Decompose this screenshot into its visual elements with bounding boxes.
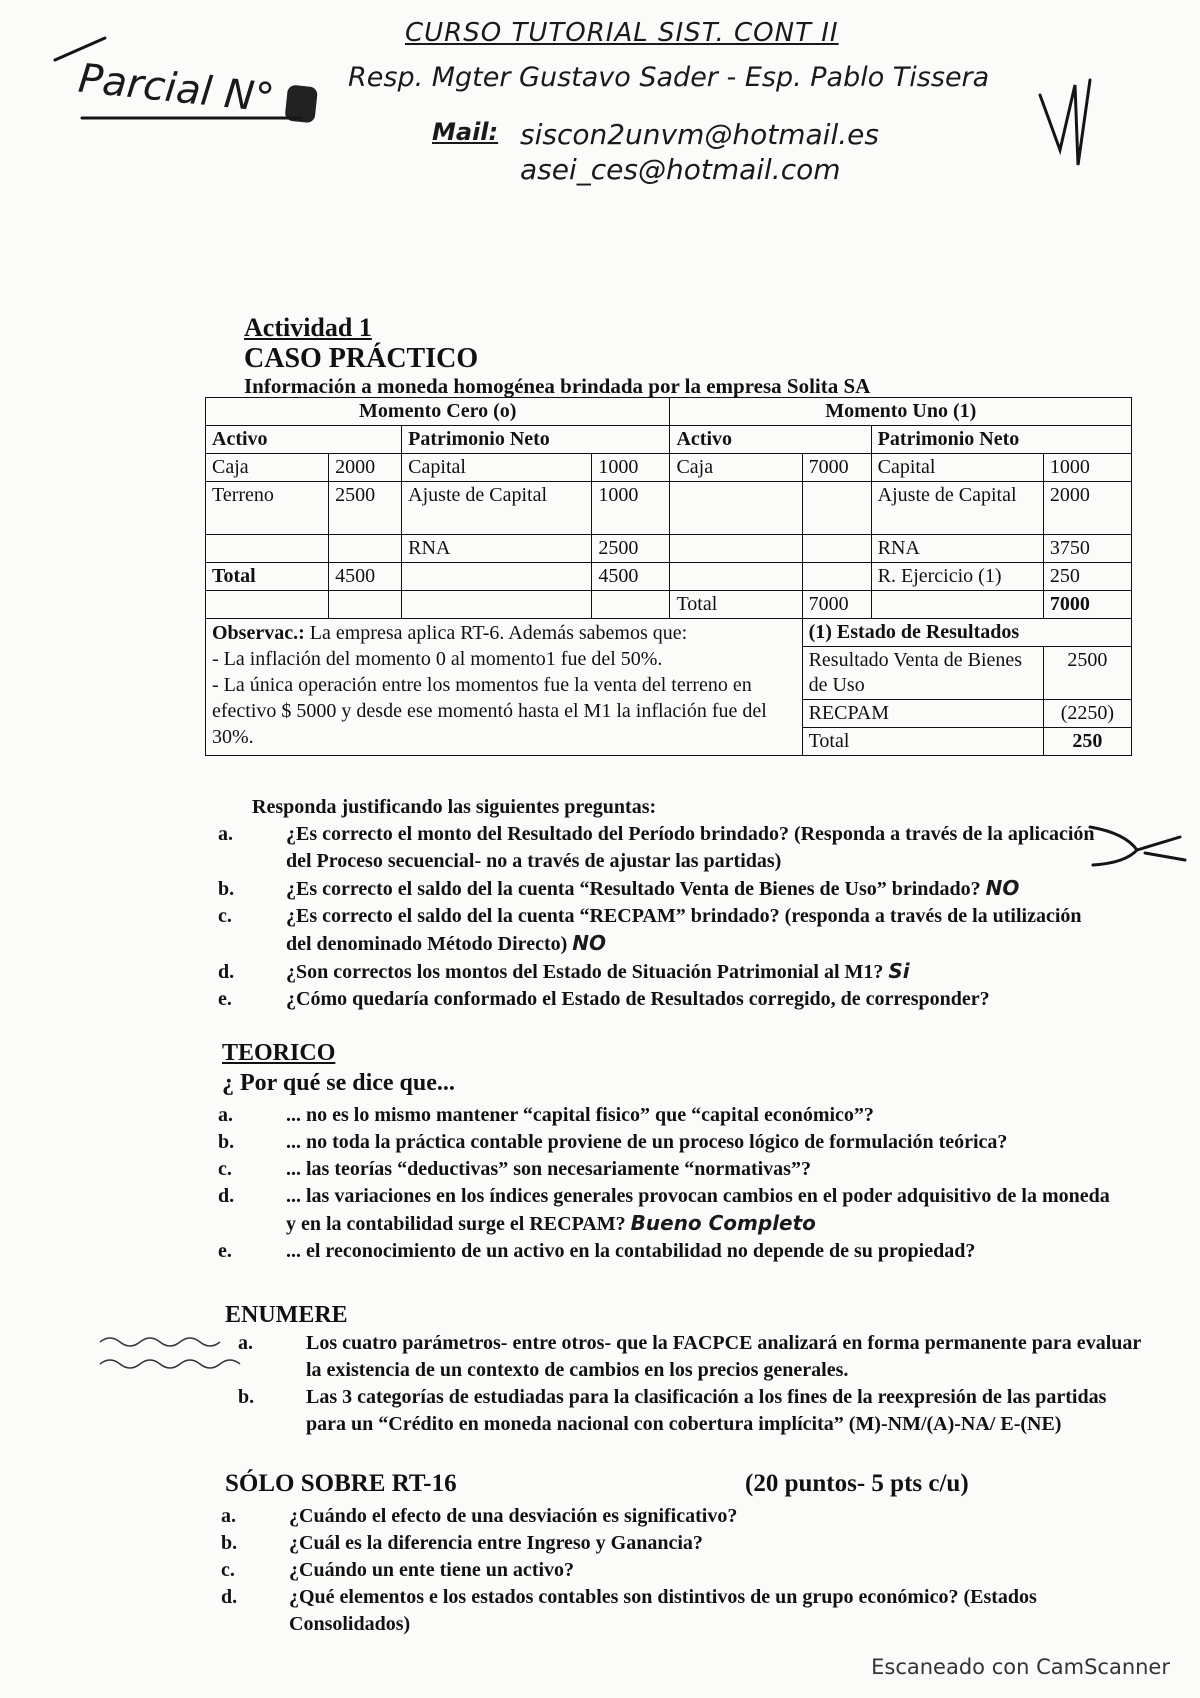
m1-rna-value: 3750	[1043, 535, 1131, 563]
m1-rej-value: 250	[1043, 563, 1131, 591]
teorico-title: TEORICO	[222, 1040, 336, 1066]
er-recpam: RECPAM	[802, 700, 1043, 728]
teachers-line: Resp. Mgter Gustavo Sader - Esp. Pablo Tissera	[348, 62, 990, 93]
observ-text: La empresa aplica RT-6. Además sabemos que:	[309, 622, 688, 644]
m1-caja: Caja	[670, 454, 802, 482]
question-b: b. ¿Es correcto el saldo del la cuenta “Resultado Venta de Bienes de Uso” brindado? NO	[218, 876, 1020, 900]
activity-intro: Información a moneda homogénea brindada por la empresa Solita SA	[244, 374, 871, 398]
teorico-block	[218, 1102, 1122, 1265]
m0-rna: RNA	[402, 535, 592, 563]
m0-total: Total	[206, 563, 329, 591]
rt16-a: a. ¿Cuándo el efecto de una desviación es significativo?	[221, 1505, 738, 1527]
rt16-block	[221, 1503, 1125, 1638]
mail-1: siscon2unvm@hotmail.es	[520, 118, 879, 151]
activity-title: Actividad 1	[244, 313, 372, 342]
pen-marks	[0, 0, 1200, 220]
observ-1: - La inflación del momento 0 al momento1 fue del 50%.	[212, 648, 663, 670]
er-total: Total	[802, 728, 1043, 756]
rt16-title: SÓLO SOBRE RT-16	[225, 1470, 457, 1497]
question-d: d. ¿Son correctos los montos del Estado de Situación Patrimonial al M1? Si	[218, 959, 910, 983]
m0-rna-value: 2500	[592, 535, 670, 563]
enumere-block	[238, 1330, 1147, 1438]
er-venta: Resultado Venta de Bienes de Uso	[802, 647, 1043, 700]
m1-capital: Capital	[871, 454, 1043, 482]
rt16-d: d. ¿Qué elementos e los estados contables son distintivos de un grupo económico? (Estados Consolidados)	[221, 1586, 1037, 1635]
m1-rna: RNA	[871, 535, 1043, 563]
balance-table	[205, 397, 1132, 756]
m0-capital: Capital	[402, 454, 592, 482]
er-recpam-value: (2250)	[1043, 700, 1131, 728]
m0-activo-header: Activo	[206, 426, 402, 454]
m1-capital-value: 1000	[1043, 454, 1131, 482]
er-header: (1) Estado de Resultados	[802, 619, 1131, 647]
teorico-e: e. ... el reconocimiento de un activo en la contabilidad no depende de su propiedad?	[218, 1240, 976, 1262]
arrow-mark	[1085, 815, 1195, 875]
question-c: c. ¿Es correcto el saldo del la cuenta “RECPAM” brindado? (responda a través de la utilización del denominado Método Directo) NO	[218, 905, 1082, 955]
m0-total-pn: 4500	[592, 563, 670, 591]
enumere-b: b. Las 3 categorías de estudiadas para la clasificación a los fines de la reexpresión de las partidas para un “Crédito en moneda nacional con cobertura implícita” (M)-NM/(A)-NA/ E-(NE)	[238, 1386, 1107, 1435]
rt16-points: (20 puntos- 5 pts c/u)	[745, 1470, 969, 1497]
annotation-teorico-d: Bueno Completo	[630, 1211, 816, 1235]
activity-subtitle: CASO PRÁCTICO	[244, 343, 479, 374]
observ-label: Observac.:	[212, 622, 305, 644]
m0-caja: Caja	[206, 454, 329, 482]
m0-ajuste: Ajuste de Capital	[402, 482, 592, 535]
annotation-c: NO	[572, 931, 607, 955]
rt16-b: b. ¿Cuál es la diferencia entre Ingreso y Ganancia?	[221, 1532, 703, 1554]
teorico-c: c. ... las teorías “deductivas” son necesariamente “normativas”?	[218, 1158, 811, 1180]
teorico-b: b. ... no toda la práctica contable proviene de un proceso lógico de formulación teórica?	[218, 1131, 1008, 1153]
m0-header: Momento Cero (o)	[206, 398, 670, 426]
margin-scribble	[95, 1332, 275, 1382]
m0-ajuste-value: 1000	[592, 482, 670, 535]
m1-rej: R. Ejercicio (1)	[871, 563, 1043, 591]
m0-terreno-value: 2500	[329, 482, 402, 535]
teorico-a: a. ... no es lo mismo mantener “capital fisico” que “capital económico”?	[218, 1104, 874, 1126]
m1-header: Momento Uno (1)	[670, 398, 1132, 426]
mail-2: asei_ces@hotmail.com	[520, 153, 841, 186]
rt16-c: c. ¿Cuándo un ente tiene un activo?	[221, 1559, 575, 1581]
er-total-value: 250	[1043, 728, 1131, 756]
m1-total-pn: 7000	[1043, 591, 1131, 619]
m1-total: Total	[670, 591, 802, 619]
teorico-lead: ¿ Por qué se dice que...	[222, 1070, 455, 1096]
m1-ajuste-value: 2000	[1043, 482, 1131, 535]
question-a: a. ¿Es correcto el monto del Resultado del Período brindado? (Responda a través de la aplicación del Proceso secuencial- no a través de ajustar las partidas)	[218, 823, 1095, 872]
m1-pn-header: Patrimonio Neto	[871, 426, 1131, 454]
mail-label: Mail:	[432, 118, 499, 146]
annotation-d: Si	[888, 959, 910, 983]
course-title: CURSO TUTORIAL SIST. CONT II	[405, 18, 839, 48]
annotation-b: NO	[985, 876, 1020, 900]
observations	[206, 619, 803, 756]
m0-pn-header: Patrimonio Neto	[402, 426, 670, 454]
er-venta-value: 2500	[1043, 647, 1131, 700]
observ-2: - La única operación entre los momentos fue la venta del terreno en efectivo $ 5000 y desde ese momentó hasta el M1 la inflación fue del 30%.	[212, 674, 767, 748]
m0-capital-value: 1000	[592, 454, 670, 482]
m0-total-activo: 4500	[329, 563, 402, 591]
teorico-d: d. ... las variaciones en los índices generales provocan cambios en el poder adquisitivo de la moneda y en la contabilidad surge el RECPAM? Bueno Completo	[218, 1185, 1110, 1235]
enumere-title: ENUMERE	[225, 1302, 348, 1328]
m1-activo-header: Activo	[670, 426, 871, 454]
questions-intro: Responda justificando las siguientes preguntas:	[252, 796, 657, 818]
question-e: e. ¿Cómo quedaría conformado el Estado de Resultados corregido, de corresponder?	[218, 988, 990, 1010]
m0-caja-value: 2000	[329, 454, 402, 482]
parcial-text: Parcial N°	[76, 55, 277, 122]
m1-total-activo: 7000	[802, 591, 871, 619]
m0-terreno: Terreno	[206, 482, 329, 535]
m1-ajuste: Ajuste de Capital	[871, 482, 1043, 535]
questions-block	[218, 794, 1107, 1013]
scanner-footer: Escaneado con CamScanner	[871, 1655, 1170, 1679]
m1-caja-value: 7000	[802, 454, 871, 482]
enumere-a: a. Los cuatro parámetros- entre otros- que la FACPCE analizará en forma permanente para evaluar la existencia de un contexto de cambios en los precios generales.	[238, 1332, 1141, 1381]
